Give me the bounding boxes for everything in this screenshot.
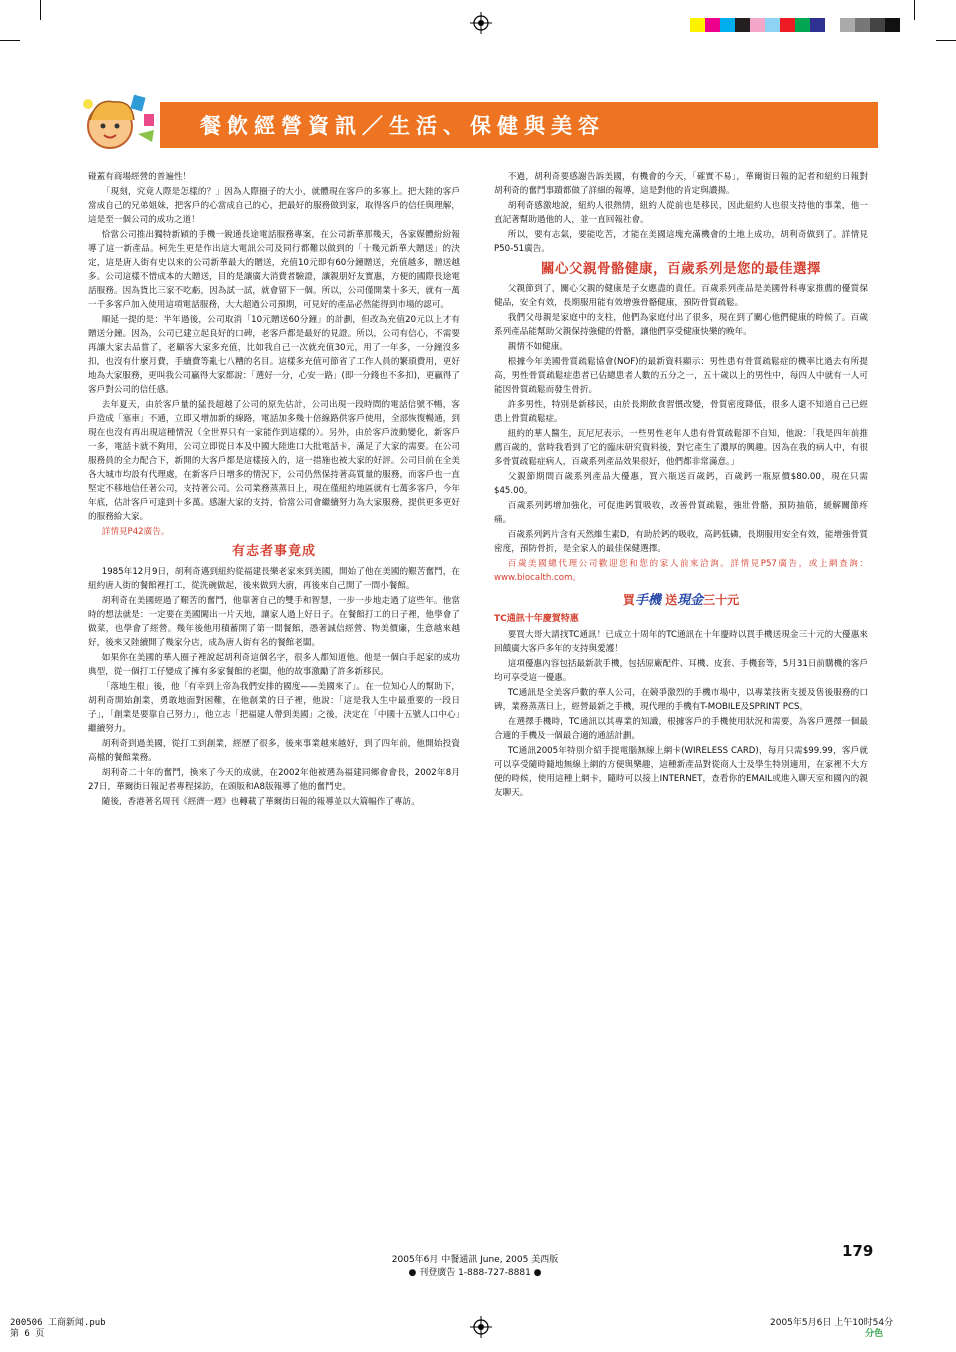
paragraph: TC通訊2005年特別介紹手提電腦無線上網卡(WIRELESS CARD)，每月只需$99.99，客戶就可以享受隨時隨地無線上網的方便與樂趣，這種新產品對從商人士及學生特別適用，在家裡不大方便的時候，使用這種上網卡，隨時可以接上INTERNET，查看你的EMAIL或進入聊天室和國內的親友聊天。 — [494, 746, 868, 798]
paragraph: 親情不如健康。 — [507, 342, 568, 352]
paragraph: 胡利奇到過美國，從打工到創業，經歷了很多，後來事業越來越好，到了四年前，他開始投資高檔的餐館業務。 — [88, 739, 460, 763]
paragraph: 「落地生根」後，他「有幸到上帝為我們安排的國度——美國來了」。在一位知心人的幫助下，胡利奇開始創業，勇敢地面對困難，在他創業的日子裡，他說：「這是我人生中最重要的一段日子」，「創業是要靠自己努力」，他立志「把福建人帶到美國」之後，決定在「中國十五號人口中心」繼續努力。 — [88, 682, 460, 734]
paragraph: 隨後，香港著名周刊《經濟一週》也轉載了華爾街日報的報導並以大篇幅作了專訪。 — [101, 797, 420, 807]
print-slug-right — [770, 1318, 893, 1340]
color-swatch — [780, 18, 795, 32]
paragraph: 百歲系列鈣片含有天然維生素D，有助於鈣的吸收，高鈣低磷，長期服用安全有效，能增強骨質密度，預防骨折，是全家人的最佳保健選擇。 — [494, 530, 868, 554]
crop-mark — [936, 40, 956, 41]
registration-mark-top — [470, 12, 492, 34]
cartoon-logo-icon — [78, 90, 162, 154]
crop-mark — [0, 40, 20, 41]
article-heading: 有志者事竟成 — [231, 544, 316, 559]
paragraph: 父親節到了，關心父親的健康是子女應盡的責任。百歲系列產品是美國骨科專家推薦的優質保健品，安全有效，長期服用能有效增強骨骼健康，預防骨質疏鬆。 — [494, 284, 868, 308]
color-swatch — [705, 18, 720, 32]
registration-mark-bottom — [470, 1316, 492, 1338]
color-swatch — [735, 18, 750, 32]
slug-separation: 分色 — [865, 1329, 884, 1339]
color-swatch — [795, 18, 810, 32]
color-swatch — [855, 18, 870, 32]
ad-reference: 詳情見P42廣告。 — [101, 527, 170, 537]
paragraph: 碰蓋有商場經營的普遍性！ — [88, 172, 192, 182]
paragraph: 這項優惠內容包括最新款手機，包括原廠配件、耳機、皮套、手機套等，5月31日前購機的客戶均可享受這一優惠。 — [494, 659, 868, 683]
paragraph: 順延一提的是：半年過後，公司取消「10元贈送60分鐘」的計劃，但改為充值20元以上才有贈送分鐘。因為，公司已建立起良好的口碑，老客戶都是最好的見證。所以，公司有信心，不需要再讓大家去品嘗了，老顧客大家多充值，比如我自己一次就充值30元，用了一年多，一分鐘沒多扣，也沒有什麼月費，手續費等亂七八糟的名目。這樣多充值可節省了工作人員的繁瑣費用，更好地為大家服務，更叫我公司贏得大家都說：「選好一分，心安一路」(即一分錢也不多扣)，更贏得了客戶對公司的信任感。 — [88, 315, 460, 395]
paragraph: 胡利奇在美國經過了艱苦的奮鬥，他靠著自己的雙手和智慧，一步一步地走過了這些年。他當時的想法就是：一定要在美國闖出一片天地，讓家人過上好日子。在餐館打工的日子裡，他學會了做菜，也學會了經營。幾年後他用積蓄開了第一間餐館，憑著誠信經營、物美價廉，生意越來越好，後來又陸續開了幾家分店，成為唐人街有名的餐館老闆。 — [88, 596, 460, 648]
paragraph: 在選擇手機時，TC通訊以其專業的知識，根據客戶的手機使用狀況和需要，為客戶選擇一個最合適的手機及一個最合適的通話計劃。 — [494, 717, 868, 741]
paragraph: 胡利奇感激地說，紐約人很熱情，紐約人從前也是移民，因此紐約人也很支持他的事業，他一直記著幫助過他的人，並一直回報社會。 — [494, 201, 868, 225]
color-swatch — [720, 18, 735, 32]
issue-line: 2005年6月 中餐通訊 June, 2005 美西版 — [391, 1255, 559, 1265]
heading-part: 買 — [622, 593, 635, 607]
paragraph: 要買大哥大請找TC通訊！已成立十周年的TC通訊在十年慶時以買手機送現金三十元的大優惠來回饋廣大客戶多年的支持與愛護！ — [494, 630, 868, 654]
article-subheading: TC通訊十年慶賀特惠 — [494, 614, 579, 624]
color-swatch — [765, 18, 780, 32]
paragraph: 百歲系列鈣增加強化，可促進鈣質吸收，改善骨質疏鬆，強壯骨骼，預防抽筋，緩解關節疼痛。 — [494, 501, 868, 525]
left-column — [88, 170, 460, 810]
heading-part: 三十元 — [703, 593, 740, 607]
crop-mark — [914, 0, 915, 20]
print-slug-left — [10, 1318, 106, 1340]
heading-part: 手機 — [634, 593, 661, 608]
slug-date: 2005年5月6日 上午10时54分 — [770, 1318, 894, 1328]
color-swatch — [840, 18, 855, 32]
right-column — [494, 170, 868, 801]
color-swatch — [810, 18, 825, 32]
ad-phone: 刊登廣告 1-888-727-8881 — [419, 1268, 531, 1278]
ad-reference: 百歲美國總代理公司歡迎您和您的家人前來洽詢。詳情見P57廣告，或上網查詢：www.biocalth.com。 — [494, 559, 868, 583]
page-number: 179 — [842, 1242, 874, 1260]
paragraph: 1985年12月9日，胡利奇邁到紐約從福建長樂老家來到美國，開始了他在美國的艱苦奮鬥，在紐約唐人街的餐館裡打工，從洗碗做起，後來做到大廚，再後來自己開了一間小餐館。 — [88, 567, 460, 591]
article-heading: 關心父親骨骼健康，百歲系列是您的最佳選擇 — [541, 261, 821, 277]
color-swatch — [825, 18, 840, 32]
color-swatch — [870, 18, 885, 32]
color-swatch — [885, 18, 900, 32]
paragraph: 「現刻，究竟人際是怎樣的？」因為人際圈子的大小，就體現在客戶的多寡上。把大陸的客戶當成自己的兄弟姐妹，把客戶的心當成自己的心，把最好的服務做到家，取得客戶的信任與理解，這是至一個公司的成功之道！ — [88, 187, 460, 225]
slug-file: 200506 工商新闻.pub — [10, 1318, 106, 1328]
paragraph: 所以，要有志氣，要能吃苦，才能在美國這塊充滿機會的土地上成功，胡利奇做到了。詳情見P50-51廣告。 — [494, 230, 868, 254]
paragraph: 胡利奇二十年的奮鬥，換來了今天的成就，在2002年他被選為福建同鄉會會長，2002年8月27日，華爾街日報記者專程採訪，在頭版和A8版報導了他的奮鬥史。 — [88, 768, 460, 792]
heading-part: 現金 — [677, 593, 704, 608]
section-header-title: 餐飲經營資訊／生活、保健與美容 — [200, 114, 605, 138]
paragraph: 紐約的華人醫生，瓦尼尼表示，一些男性老年人患有骨質疏鬆卻不自知，他說：「我是四年前推薦百歲的，當時我看到了它的臨床研究資料後，對它產生了濃厚的興趣。因為在我的病人中，有很多骨質疏鬆症病人，百歲系列產品效果很好，他們都非常滿意。」 — [494, 429, 868, 467]
footer-issue-info — [360, 1254, 590, 1280]
ad-line: ● 刊登廣告 1-888-727-8881 ● — [408, 1268, 542, 1278]
paragraph: 恰當公司推出獨特新穎的手機一銳通長途電話服務專案，在公司新華那幾天，各家媒體紛紛報導了這一新產品。柯先生更是作出這大電訊公司及同行都難以做到的「十幾元新華大贈送」的決定，這是唐人街有史以來的公司新華最大的贈送，充值10元即有60分鐘贈送，充值越多，贈送越多。公司這樣不惜成本的大贈送，目的是讓廣大消費者驗證，讓親朋好友實惠，方便的國際長途電話服務。因為貨比三家不吃虧，因為試一試，就會留下一個。所以，公司僅開業十多天，就有一萬一千多客戶加入使用這項電話服務，大大超過公司預期，可見好的產品必然能得到市場的認可。 — [88, 230, 460, 310]
paragraph: 去年夏天，由於客戶量的猛長超越了公司的原先估計，公司出現一段時間的電話信號不暢，客戶造成「塞車」不通，立即又增加新的線路，電話加多幾十倍線路供客戶使用，全部恢復暢通，到現在也沒有再出現這種情況（全世界只有一家能作到這樣的）。另外，由於客戶流動變化，新客戶一多，電話卡就不夠用，公司立即從日本及中國大陸進口大批電話卡，滿足了大家的需要。在公司服務員的全力配合下，新開的大客戶都是這樣接入的，這一措施也被大家的好評。公司目前在全美各大城市均設有代理處，在新客戶日增多的情況下，公司仍然保持著高質量的服務，而客戶也一直堅定不移地信任著公司，支持著公司。公司業務蒸蒸日上，現在僅紐約地區就有七萬多客戶，今年年底，估計客戶可達到十多萬。感謝大家的支持，恰當公司會繼續努力為大家服務，提供更多更好的服務給大家。 — [88, 400, 460, 522]
color-swatch — [690, 18, 705, 32]
paragraph: 父親節期間百歲系列產品大優惠，買六瓶送百歲鈣，百歲鈣一瓶原價$80.00，現在只需$45.00。 — [494, 472, 868, 496]
paragraph: 不過，胡利奇要感謝告訴美國，有機會的今天，「確實不易」，華爾街日報的記者和紐約日報對胡利奇的奮鬥事蹟都做了詳細的報導，這是對他的肯定與讚揚。 — [494, 172, 868, 196]
heading-part: 送 — [665, 593, 678, 607]
paragraph: TC通訊是全美客戶數的華人公司，在競爭激烈的手機市場中，以專業技術支援及售後服務的口碑，業務蒸蒸日上，經營最新之手機，現代理的手機有T-MOBILE及SPRINT PCS。 — [494, 688, 868, 712]
slug-page: 第 6 页 — [10, 1329, 45, 1339]
paragraph: 如果你在美國的華人圈子裡說起胡利奇這個名字，很多人都知道他。他是一個白手起家的成功典型，從一個打工仔變成了擁有多家餐館的老闆，他的故事激勵了許多新移民。 — [88, 653, 460, 677]
color-swatch — [750, 18, 765, 32]
paragraph: 我們父母親是家庭中的支柱，他們為家庭付出了很多，現在到了關心他們健康的時候了。百歲系列產品能幫助父親保持強健的骨骼，讓他們享受健康快樂的晚年。 — [494, 313, 868, 337]
paragraph: 根據今年美國骨質疏鬆協會(NOF)的最新資料顯示：男性患有骨質疏鬆症的機率比過去有所提高，男性骨質疏鬆症患者已佔總患者人數的五分之一，五十歲以上的男性中，每四人中就有一人可能因骨質疏鬆而發生骨折。 — [494, 357, 868, 395]
color-swatch-bar — [690, 18, 900, 32]
article-heading-promo — [494, 593, 868, 608]
crop-mark — [40, 0, 41, 20]
paragraph: 許多男性，特別是新移民，由於長期飲食習慣改變，骨質密度降低，很多人還不知道自己已經患上骨質疏鬆症。 — [494, 400, 868, 424]
